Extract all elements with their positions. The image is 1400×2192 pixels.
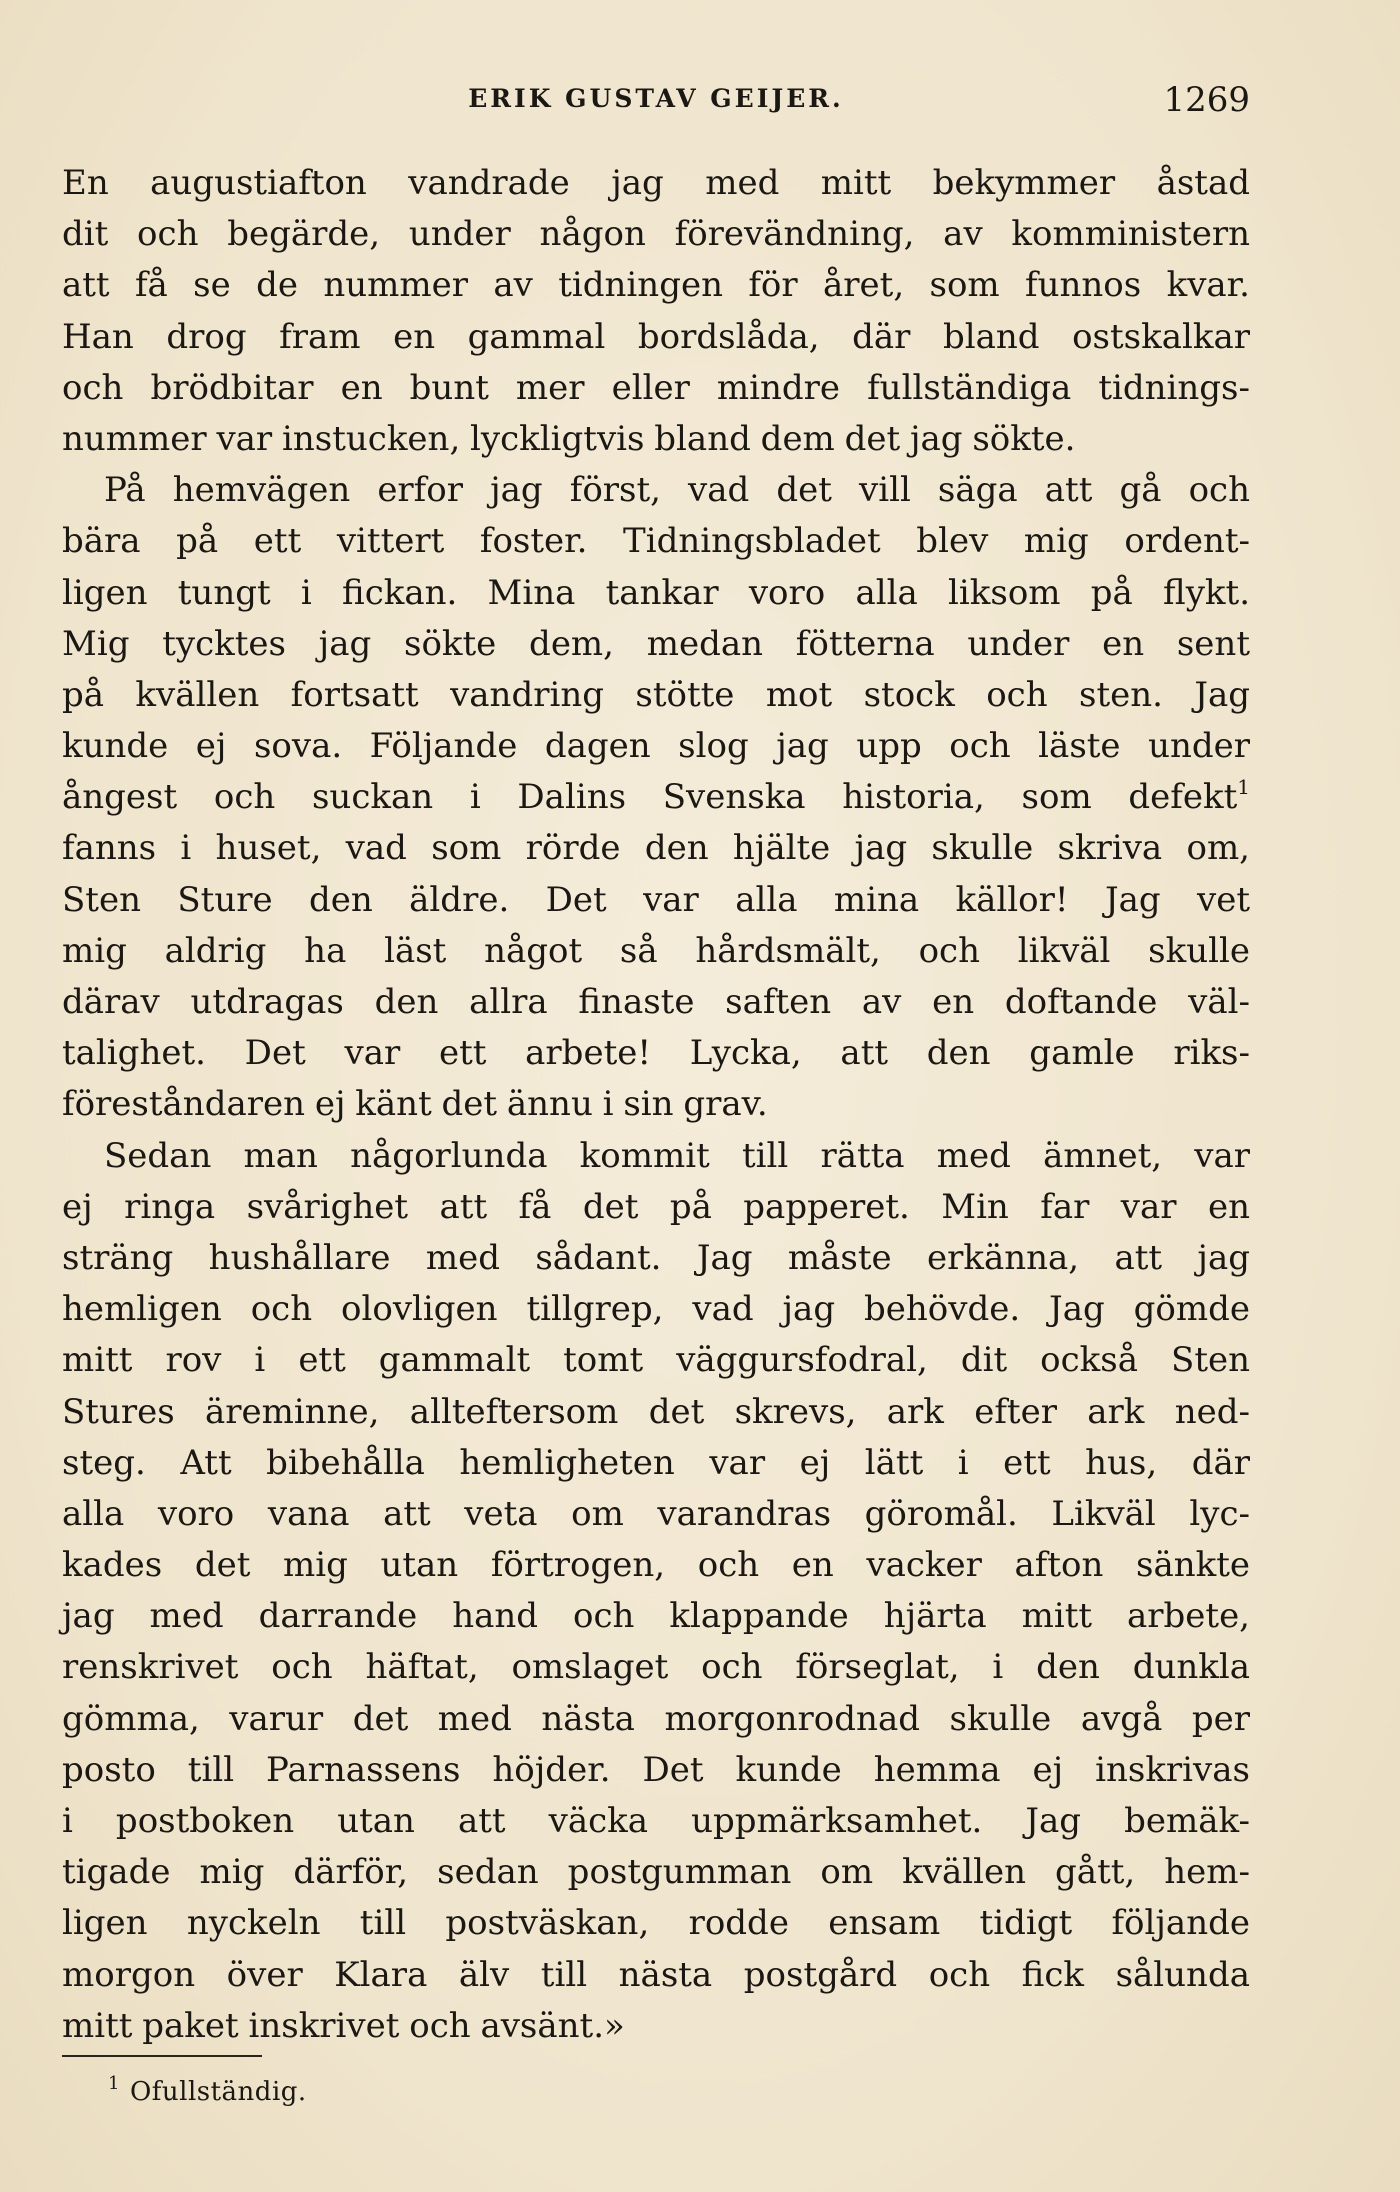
page-number: 1269 xyxy=(1163,80,1250,120)
text-line: föreståndaren ej känt det ännu i sin grav. xyxy=(62,1084,768,1125)
text-line: posto till Parnassens höjder. Det kunde hemma ej inskrivas xyxy=(62,1749,1250,1790)
text-line: ej ringa svårighet att få det på papperet. Min far var en xyxy=(62,1186,1250,1227)
text-line: hemligen och olovligen tillgrep, vad jag behövde. Jag gömde xyxy=(62,1289,1250,1330)
text-line: på kvällen fortsatt vandring stötte mot stock och sten. Jag xyxy=(62,674,1250,715)
text-line: att få se de nummer av tidningen för året, som funnos kvar. xyxy=(62,265,1250,306)
text-line: gömma, varur det med nästa morgonrodnad skulle avgå per xyxy=(62,1698,1250,1739)
text-line: Sten Sture den äldre. Det var alla mina källor! Jag vet xyxy=(62,879,1250,920)
text-line: alla voro vana att veta om varandras göromål. Likväl lyc- xyxy=(62,1493,1250,1534)
running-title: ERIK GUSTAV GEIJER. xyxy=(468,84,844,113)
text-line: i postboken utan att väcka uppmärksamhet. Jag bemäk- xyxy=(62,1801,1250,1841)
text-line: Stures äreminne, allteftersom det skrevs, ark efter ark ned- xyxy=(62,1391,1250,1432)
text-line: och brödbitar en bunt mer eller mindre fullständiga tidnings- xyxy=(62,367,1250,408)
body-text xyxy=(62,158,1250,2052)
text-line: ligen tungt i fickan. Mina tankar voro alla liksom på flykt. xyxy=(62,572,1250,613)
text-line: Han drog fram en gammal bordslåda, där bland ostskalkar xyxy=(62,316,1250,357)
text-line: renskrivet och häftat, omslaget och förseglat, i den dunkla xyxy=(62,1647,1250,1688)
text-line: Mig tycktes jag sökte dem, medan fötterna under en sent xyxy=(62,623,1250,664)
text-line: jag med darrande hand och klappande hjärta mitt arbete, xyxy=(62,1596,1250,1637)
text-line: tigade mig därför, sedan postgumman om kvällen gått, hem- xyxy=(62,1852,1250,1893)
text-line: mitt paket inskrivet och avsänt.» xyxy=(62,2005,625,2046)
footnote-text: Ofullständig. xyxy=(129,2076,307,2107)
text-line-content: ångest och suckan i Dalins Svenska historia, som defekt xyxy=(62,777,1238,818)
footnote-divider xyxy=(62,2055,262,2057)
text-line: sträng hushållare med sådant. Jag måste erkänna, att jag xyxy=(62,1237,1250,1278)
text-line: ligen nyckeln till postväskan, rodde ensam tidigt följande xyxy=(62,1903,1250,1944)
text-line: bära på ett vittert foster. Tidningsbladet blev mig ordent- xyxy=(62,521,1250,562)
text-line: mig aldrig ha läst något så hårdsmält, och likväl skulle xyxy=(62,930,1250,971)
text-line: därav utdragas den allra finaste saften av en doftande väl- xyxy=(62,982,1250,1022)
text-line: fanns i huset, vad som rörde den hjälte jag skulle skriva om, xyxy=(62,828,1250,869)
footnote xyxy=(108,2065,307,2111)
running-header xyxy=(62,80,1250,120)
footnote-reference: 1 xyxy=(1237,775,1250,800)
text-line: kades det mig utan förtrogen, och en vacker afton sänkte xyxy=(62,1545,1250,1586)
text-line: nummer var instucken, lyckligtvis bland dem det jag sökte. xyxy=(62,418,1076,459)
footnote-mark: 1 xyxy=(108,2073,120,2094)
text-line: steg. Att bibehålla hemligheten var ej lätt i ett hus, där xyxy=(62,1442,1250,1483)
text-line-with-footnote xyxy=(62,772,1250,823)
text-line: En augustiafton vandrade jag med mitt bekymmer åstad xyxy=(62,163,1250,203)
text-line: Sedan man någorlunda kommit till rätta med ämnet, var xyxy=(104,1135,1250,1176)
text-line: dit och begärde, under någon förevändning, av komministern xyxy=(62,214,1250,255)
text-line: talighet. Det var ett arbete! Lycka, att den gamle riks- xyxy=(62,1033,1250,1074)
text-line: kunde ej sova. Följande dagen slog jag upp och läste under xyxy=(62,726,1250,767)
text-line: morgon över Klara älv till nästa postgård och fick sålunda xyxy=(62,1954,1250,1995)
text-line: mitt rov i ett gammalt tomt väggursfodral, dit också Sten xyxy=(62,1340,1250,1381)
text-line: På hemvägen erfor jag först, vad det vill säga att gå och xyxy=(104,470,1250,511)
